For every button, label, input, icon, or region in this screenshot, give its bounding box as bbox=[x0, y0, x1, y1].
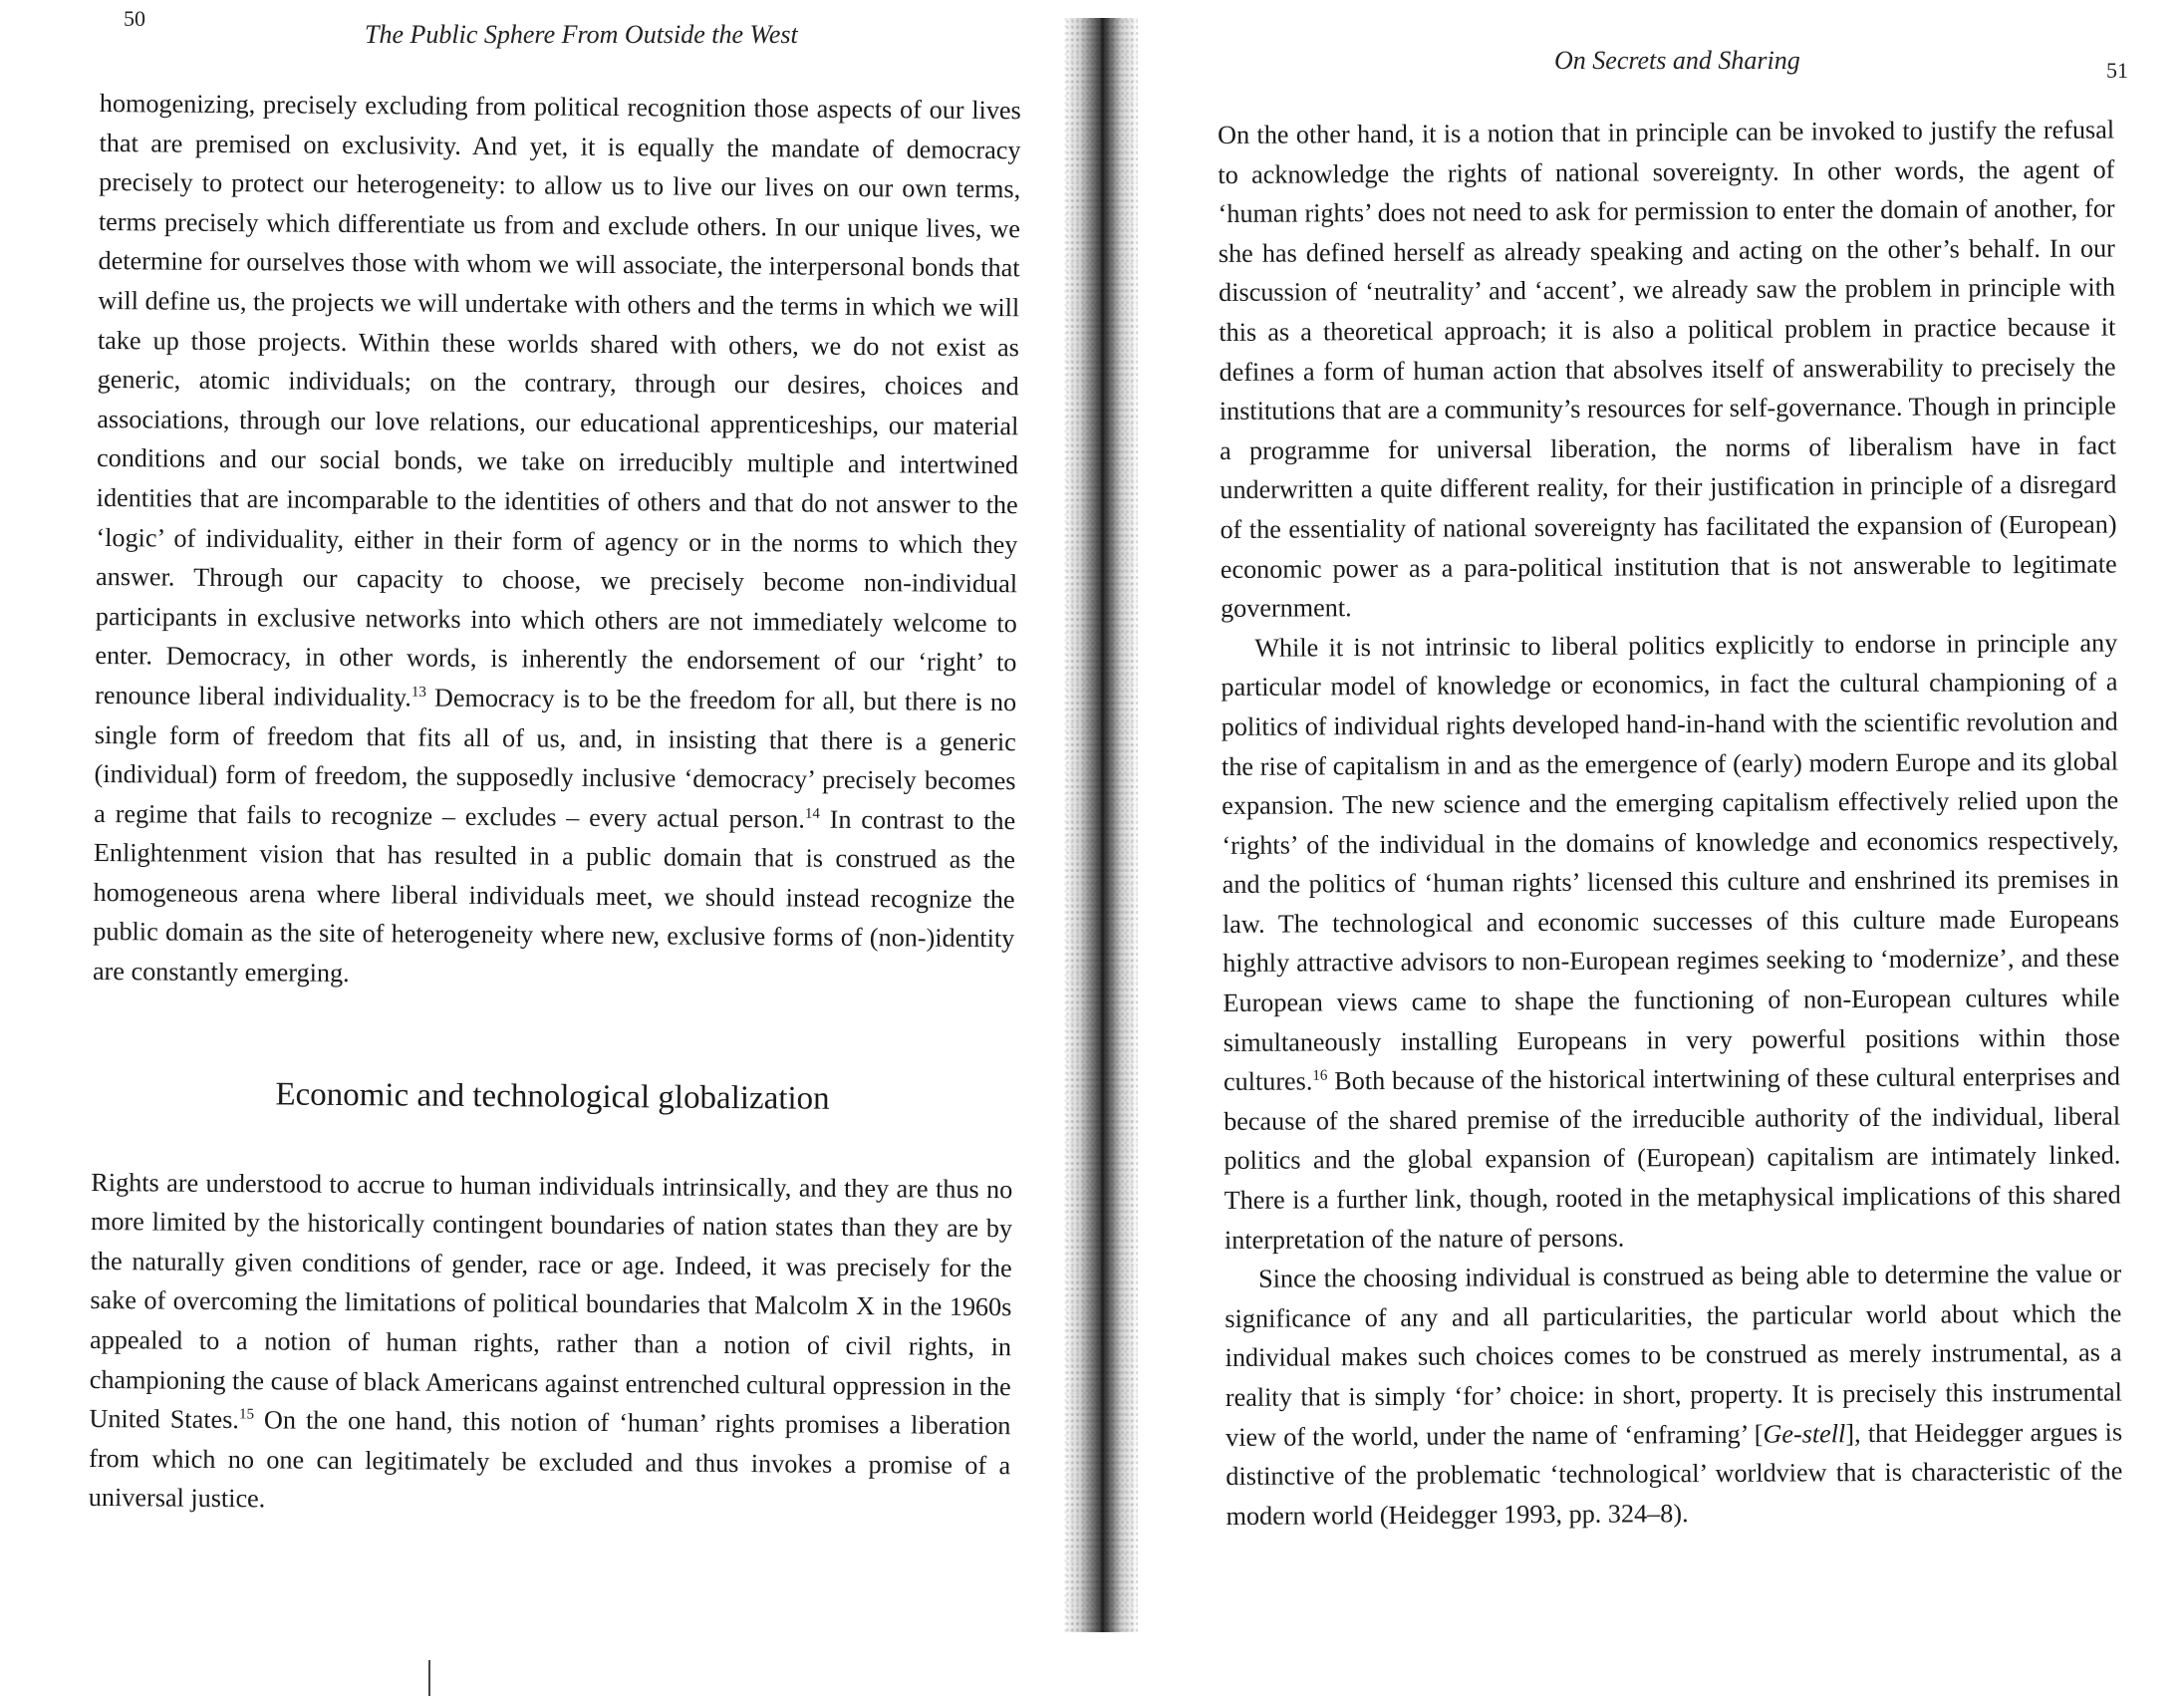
ge-stell-term: Ge-stell bbox=[1763, 1418, 1846, 1449]
left-page-number: 50 bbox=[124, 6, 145, 31]
right-page bbox=[1176, 0, 2184, 1690]
book-gutter-shadow bbox=[1064, 18, 1138, 1632]
footnote-ref-15: 15 bbox=[238, 1406, 255, 1423]
right-page-body bbox=[1218, 111, 2123, 1537]
footnote-ref-16: 16 bbox=[1312, 1067, 1328, 1084]
right-paragraph-2 bbox=[1221, 623, 2121, 1260]
left-page-body bbox=[89, 84, 1021, 1525]
right-paragraph-1: On the other hand, it is a notion that in principle can be invoked to justify the refusal to acknowledge the rights of national sovereignty. In other words, the agent of ‘human rights’ does not need to ask for permission to enter the domain of another, for she has defined herself as already speaking and acting on the other’s behalf. In our discussion of ‘neutrality’ and ‘accent’, we already saw the problem in principle with this as a theoretical approach; it is also a political problem in practice because it defines a form of human action that absolves itself of answerability to precisely the institutions that are a community’s resources for self-governance. Though in principle a programme for universal liberation, the norms of liberalism have in fact underwritten a quite different reality, for their justification in principle of a disregard of the essentiality of national sovereignty has facilitated the expansion of (European) economic power as a para-political institution that is not answerable to legitimate government. bbox=[1218, 115, 2117, 624]
left-paragraph-1-text-b: Democracy is to be the freedom for all, but there is no single form of freedom that fits all of us, and, in insisting that there is a generic (individual) form of freedom, the supposedly inclusive ‘democracy’ precisely becomes a regime that fails to recognize – excludes – every actual person. bbox=[94, 683, 1017, 834]
scan-mark bbox=[428, 1660, 430, 1696]
left-paragraph-1 bbox=[93, 84, 1021, 998]
right-paragraph-3 bbox=[1225, 1255, 2123, 1537]
right-page-number: 51 bbox=[2106, 58, 2128, 83]
left-paragraph-2-text-b: On the one hand, this notion of ‘human’ rights promises a liberation from which no one can legitimately be excluded and thus invokes a promise of a universal justice. bbox=[88, 1405, 1011, 1514]
footnote-ref-13: 13 bbox=[410, 684, 427, 701]
footnote-ref-14: 14 bbox=[804, 805, 820, 822]
left-paragraph-1-text-c: In contrast to the Enlightenment vision that has resulted in a public domain that is construed as the homogeneous arena where liberal individuals meet, we should instead recognize the public domain as the site of heterogeneity where new, exclusive forms of (non-)identity are constantly emerging. bbox=[92, 804, 1016, 989]
section-heading: Economic and technological globalization bbox=[275, 1076, 830, 1117]
right-paragraph-3-text-a: Since the choosing individual is construed as being able to determine the value or significance of any and all particularities, the particular world about which the individual makes such choices comes to be construed as merely instrumental, as a reality that is simply ‘for’ choice: in short, property. It is precisely this instrumental view of the world, under the name of ‘enframing’ [ bbox=[1225, 1259, 2122, 1452]
left-paragraph-1-text-a: homogenizing, precisely excluding from political recognition those aspects of our lives that are premised on exclusivity. And yet, it is equally the mandate of democracy precisely to protect our heterogeneity: to allow us to live our lives on our own terms, terms precisely which differentiate us from and exclude others. In our unique lives, we determine for ourselves those with whom we will associate, the interpersonal bonds that will define us, the projects we will undertake with others and the terms in which we will take up those projects. Within these worlds shared with others, we do not exist as generic, atomic individuals; on the contrary, through our desires, choices and associations, through our love relations, our educational apprenticeships, our material conditions and our social bonds, we take on irreducibly multiple and intertwined identities that are incomparable to the identities of others and that do not answer to the ‘logic’ of individuality, either in their form of agency or in the norms to which they answer. Through our capacity to choose, we precisely become non-individual participants in exclusive networks into which others are not immediately welcome to enter. Democracy, in other words, is inherently the endorsement of our ‘right’ to renounce liberal individuality. bbox=[95, 88, 1021, 712]
left-running-head: The Public Sphere From Outside the West bbox=[365, 20, 798, 49]
right-paragraph-2-text-a: While it is not intrinsic to liberal politics explicitly to endorse in principle any particular model of knowledge or economics, in fact the cultural championing of a politics of individual rights developed hand-in-hand with the scientific revolution and the rise of capitalism in and as the emergence of (early) modern Europe and its global expansion. The new science and the emerging capitalism effectively relied upon the ‘rights’ of the individual in the domains of knowledge and economics respectively, and the politics of ‘human rights’ licensed this culture and enshrined its premises in law. The technological and economic successes of this culture made Europeans highly attractive advisors to non-European regimes seeking to ‘modernize’, and these European views came to shape the functioning of non-European cultures while simultaneously installing Europeans in very powerful positions within those cultures. bbox=[1221, 628, 2120, 1097]
right-paragraph-3-text-b: ], that Heidegger argues is distinctive of the problematic ‘technological’ worldview that is characteristic of the modern world (Heidegger 1993, pp. 324–8). bbox=[1226, 1417, 2123, 1531]
right-running-head: On Secrets and Sharing bbox=[1554, 46, 1800, 75]
right-paragraph-2-text-b: Both because of the historical intertwining of these cultural enterprises and because of the shared premise of the irreducible authority of the individual, liberal politics and the global expansion of (European) capitalism are intimately linked. There is a further link, though, rooted in the metaphysical implications of this shared interpretation of the nature of persons. bbox=[1224, 1061, 2121, 1255]
left-page bbox=[0, 0, 1076, 1690]
left-paragraph-2 bbox=[89, 1163, 1013, 1526]
left-paragraph-2-text-a: Rights are understood to accrue to human individuals intrinsically, and they are thus no more limited by the historically contingent boundaries of nation states than they are by the naturally given conditions of gender, race or age. Indeed, it was precisely for the sake of overcoming the limitations of political boundaries that Malcolm X in the 1960s appealed to a notion of human rights, rather than a notion of civil rights, in championing the cause of black Americans against entrenched cultural oppression in the United States. bbox=[89, 1167, 1013, 1435]
